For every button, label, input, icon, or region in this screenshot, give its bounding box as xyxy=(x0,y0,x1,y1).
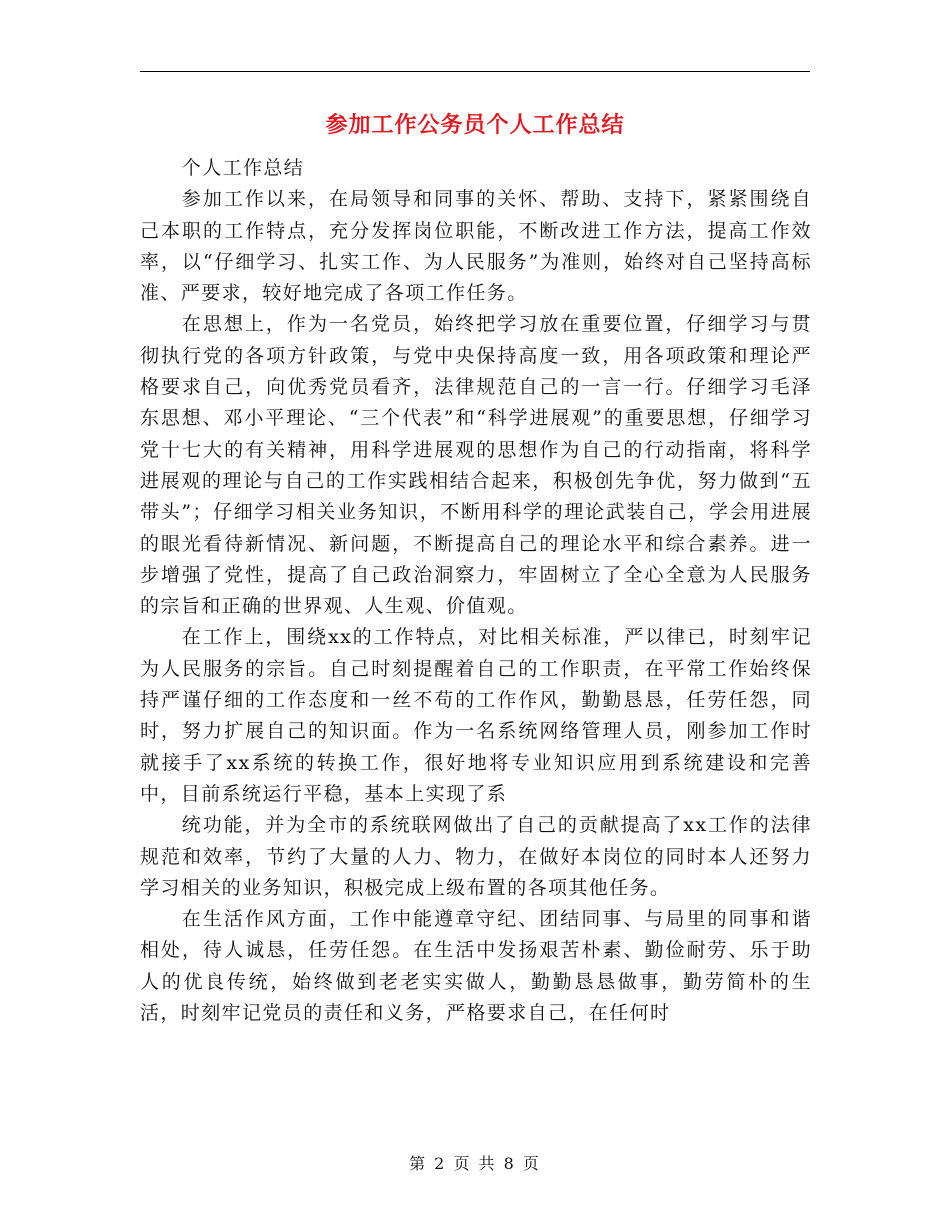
paragraph: 在工作上，围绕xx的工作特点，对比相关标准，严以律已，时刻牢记为人民服务的宗旨。自己时刻提醒着自己的工作职责，在平常工作始终保持严谨仔细的工作态度和一丝不苟的工作作风，勤勤恳恳，任劳任怨，同时，努力扩展自己的知识面。作为一名系统网络管理人员，刚参加工作时就接手了xx系统的转换工作，很好地将专业知识应用到系统建设和完善中，目前系统运行平稳，基本上实现了系 xyxy=(140,626,812,805)
page-number-footer: 第 2 页 共 8 页 xyxy=(409,1154,541,1173)
document-title: 参加工作公务员个人工作总结 xyxy=(325,113,625,138)
paragraph: 在思想上，作为一名党员，始终把学习放在重要位置，仔细学习与贯彻执行党的各项方针政策，与党中央保持高度一致，用各项政策和理论严格要求自己，向优秀党员看齐，法律规范自己的一言一行。仔细学习毛泽东思想、邓小平理论、“三个代表”和“科学进展观”的重要思想，仔细学习党十七大的有关精神，用科学进展观的思想作为自己的行动指南，将科学进展观的理论与自己的工作实践相结合起来，积极创先争优，努力做到“五带头”；仔细学习相关业务知识，不断用科学的理论武装自己，学会用进展的眼光看待新情况、新问题，不断提高自己的理论水平和综合素养。进一步增强了党性，提高了自己政治洞察力，牢固树立了全心全意为人民服务的宗旨和正确的世界观、人生观、价值观。 xyxy=(140,313,812,618)
document-body xyxy=(140,153,812,1029)
paragraph: 统功能，并为全市的系统联网做出了自己的贡献提高了xx工作的法律规范和效率，节约了大量的人力、物力，在做好本岗位的同时本人还努力学习相关的业务知识，积极完成上级布置的各项其他任务。 xyxy=(140,814,812,899)
header-rule xyxy=(140,71,810,72)
paragraph: 参加工作以来，在局领导和同事的关怀、帮助、支持下，紧紧围绕自己本职的工作特点，充分发挥岗位职能，不断改进工作方法，提高工作效率，以“仔细学习、扎实工作、为人民服务”为准则，始终对自己坚持高标准、严要求，较好地完成了各项工作任务。 xyxy=(140,188,812,305)
paragraph: 在生活作风方面，工作中能遵章守纪、团结同事、与局里的同事和谐相处，待人诚恳，任劳任怨。在生活中发扬艰苦朴素、勤俭耐劳、乐于助人的优良传统，始终做到老老实实做人，勤勤恳恳做事，勤劳简朴的生活，时刻牢记党员的责任和义务，严格要求自己，在任何时 xyxy=(140,908,812,1025)
paragraph-heading: 个人工作总结 xyxy=(181,157,305,179)
